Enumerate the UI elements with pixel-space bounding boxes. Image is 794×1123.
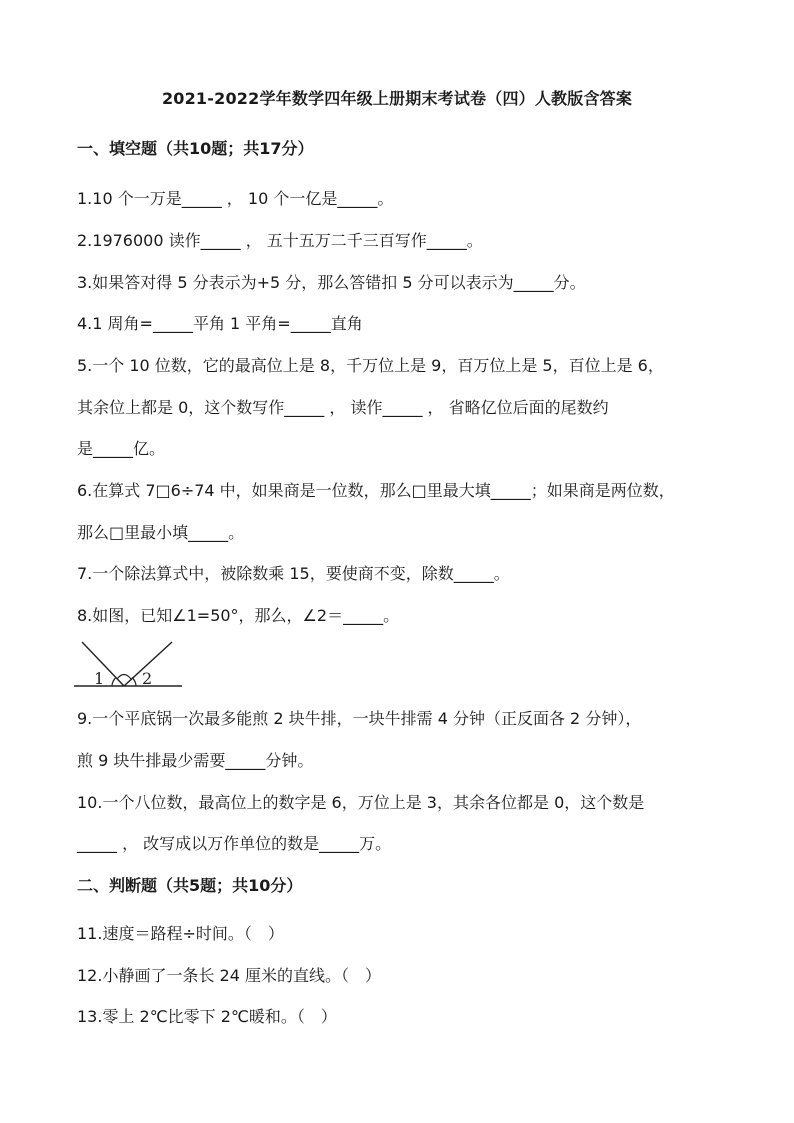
section-heading-judgment: 二、判断题（共5题；共10分） [77,876,303,895]
question-10-line-1: 10.一个八位数，最高位上的数字是 6，万位上是 3，其余各位都是 0，这个数是 [77,793,645,812]
angle-label-1: 1 [94,669,105,688]
angle-arc-1 [112,678,116,687]
angle-label-2: 2 [142,669,153,688]
question-5-line-1: 5.一个 10 位数，它的最高位上是 8，千万位上是 9，百万位上是 5，百位上是 6， [77,356,664,375]
question-11: 11.速度＝路程÷时间。（ ） [77,924,284,943]
question-7: 7.一个除法算式中，被除数乘 15，要使商不变，除数_____。 [77,564,510,583]
angle-arc-2 [132,678,136,687]
question-5-line-3: 是_____亿。 [77,439,166,458]
question-4: 4.1 周角=_____平角 1 平角=_____直角 [77,314,363,333]
question-10-line-2: _____ ， 改写成以万作单位的数是_____万。 [77,834,392,853]
page-title: 2021-2022学年数学四年级上册期末考试卷（四）人教版含答案 [161,89,633,108]
question-5-line-2: 其余位上都是 0，这个数写作_____ ， 读作_____ ， 省略亿位后面的尾数约 [77,398,609,417]
question-8: 8.如图，已知∠1=50°，那么，∠2＝_____。 [77,606,400,625]
question-9-line-2: 煎 9 块牛排最少需要_____分钟。 [77,751,314,770]
question-1: 1.10 个一万是_____ ， 10 个一亿是_____。 [77,189,394,208]
right-angle-arc [117,675,131,680]
question-3: 3.如果答对得 5 分表示为+5 分，那么答错扣 5 分可以表示为_____分。 [77,273,586,292]
section-heading-fill-in: 一、填空题（共10题；共17分） [77,139,314,158]
question-6-line-2: 那么□里最小填_____。 [77,523,245,542]
question-12: 12.小静画了一条长 24 厘米的直线。（ ） [77,966,381,985]
question-2: 2.1976000 读作_____ ， 五十五万二千三百写作_____。 [77,231,483,250]
angle-diagram [74,640,186,692]
question-6-line-1: 6.在算式 7□6÷74 中，如果商是一位数，那么□里最大填_____；如果商是两位数， [77,481,675,500]
question-13: 13.零上 2℃比零下 2℃暖和。（ ） [77,1007,337,1026]
question-9-line-1: 9.一个平底锅一次最多能煎 2 块牛排，一块牛排需 4 分钟（正反面各 2 分钟）， [77,709,642,728]
